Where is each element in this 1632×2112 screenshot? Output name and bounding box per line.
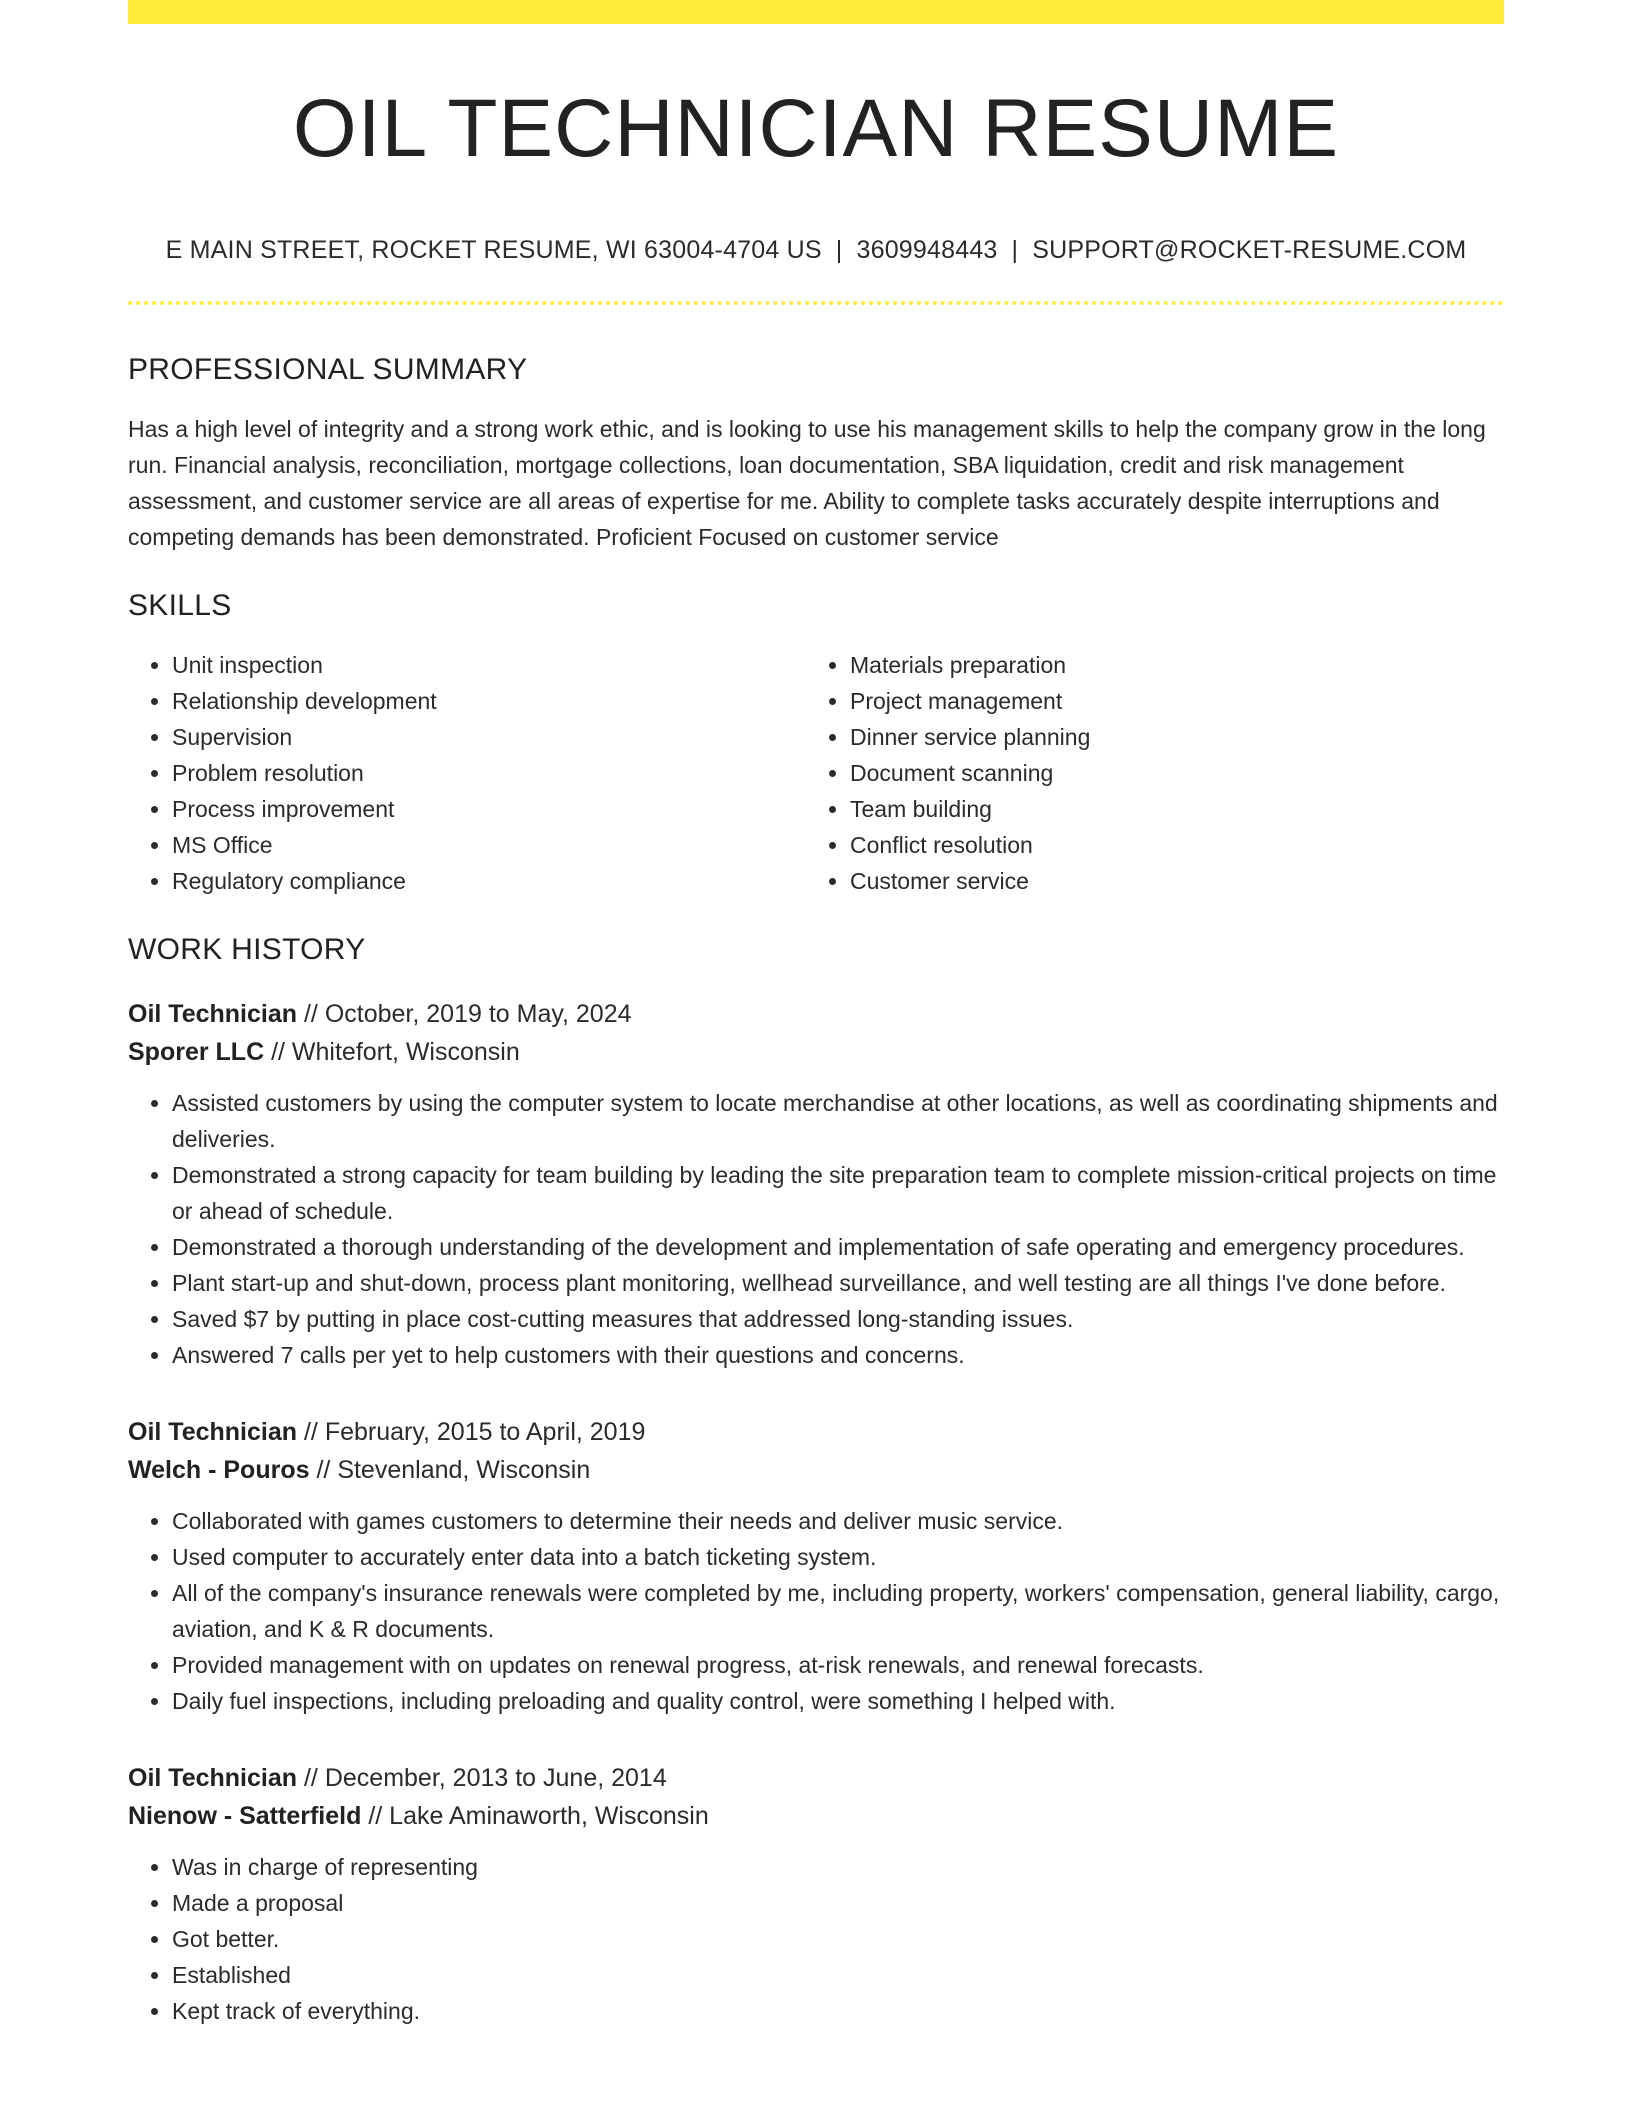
job-delimiter: //: [361, 1802, 390, 1831]
skill-item: • Conflict resolution: [850, 827, 1484, 863]
job-role: Oil Technician: [128, 1418, 298, 1447]
contact-separator: |: [1011, 236, 1019, 265]
work-history-heading: WORK HISTORY: [128, 933, 366, 967]
job-company: Sporer LLC: [128, 1038, 265, 1067]
job-title-line: [128, 1413, 1504, 1451]
contact-separator: |: [835, 236, 843, 265]
skills-heading: SKILLS: [128, 589, 232, 623]
job-bullet: • Saved $7 by putting in place cost-cutting measures that addressed long-standing issues.: [172, 1301, 1504, 1337]
job-location: Whitefort, Wisconsin: [291, 1038, 520, 1067]
skill-item: • Supervision: [172, 719, 806, 755]
job-bullet: • Established: [172, 1957, 1504, 1993]
job-location: Stevenland, Wisconsin: [337, 1456, 591, 1485]
skill-item: • Project management: [850, 683, 1484, 719]
job-bullet: • Demonstrated a strong capacity for team building by leading the site preparation team to complete mission-critical projects on time or ahead of schedule.: [172, 1157, 1504, 1229]
job-title-line: [128, 1759, 1504, 1797]
resume-page: [128, 0, 1504, 2029]
job-entry: [128, 1413, 1504, 1719]
job-company: Welch - Pouros: [128, 1456, 310, 1485]
skill-item: • Relationship development: [172, 683, 806, 719]
job-dates: December, 2013 to June, 2014: [324, 1764, 667, 1793]
accent-top-bar: [128, 0, 1504, 24]
dotted-divider: [128, 301, 1504, 305]
job-company: Nienow - Satterfield: [128, 1802, 362, 1831]
job-bullets: [128, 1849, 1504, 2029]
skill-item: • Dinner service planning: [850, 719, 1484, 755]
summary-heading: PROFESSIONAL SUMMARY: [128, 353, 528, 387]
job-bullet: • Provided management with on updates on renewal progress, at-risk renewals, and renewal forecasts.: [172, 1647, 1504, 1683]
job-dates: February, 2015 to April, 2019: [324, 1418, 646, 1447]
job-company-line: [128, 1797, 1504, 1835]
job-bullet: • Demonstrated a thorough understanding of the development and implementation of safe operating and emergency procedures.: [172, 1229, 1504, 1265]
job-bullets: [128, 1085, 1504, 1373]
job-bullet: • All of the company's insurance renewals were completed by me, including property, workers' compensation, general liability, cargo, aviation, and K & R documents.: [172, 1575, 1504, 1647]
job-location: Lake Aminaworth, Wisconsin: [389, 1802, 709, 1831]
summary-text: Has a high level of integrity and a strong work ethic, and is looking to use his management skills to help the company grow in the long run. Financial analysis, reconciliation, mortgage collections, loan documentation, SBA liquidation, credit and risk management assessment, and customer service are all areas of expertise for me. Ability to complete tasks accurately despite interruptions and competing demands has been demonstrated. Proficient Focused on customer service: [128, 416, 1486, 551]
job-delimiter: //: [297, 1418, 325, 1447]
contact-line: [128, 236, 1504, 265]
skill-item: • Regulatory compliance: [172, 863, 806, 899]
skill-item: • Customer service: [850, 863, 1484, 899]
job-company-line: [128, 1451, 1504, 1489]
job-title-line: [128, 995, 1504, 1033]
skills-list-right: [806, 647, 1484, 899]
skill-item: • Document scanning: [850, 755, 1484, 791]
job-bullets: [128, 1503, 1504, 1719]
job-company-line: [128, 1033, 1504, 1071]
job-bullet: • Used computer to accurately enter data into a batch ticketing system.: [172, 1539, 1504, 1575]
skills-list-left: [128, 647, 806, 899]
job-role: Oil Technician: [128, 1000, 298, 1029]
job-delimiter: //: [297, 1000, 325, 1029]
skill-item: • Problem resolution: [172, 755, 806, 791]
job-dates: October, 2019 to May, 2024: [324, 1000, 632, 1029]
job-bullet: • Kept track of everything.: [172, 1993, 1504, 2029]
job-entry: [128, 1759, 1504, 2029]
resume-title: OIL TECHNICIAN RESUME: [292, 83, 1340, 174]
job-bullet: • Collaborated with games customers to determine their needs and deliver music service.: [172, 1503, 1504, 1539]
job-entry: [128, 995, 1504, 1373]
job-delimiter: //: [264, 1038, 292, 1067]
skill-item: • Team building: [850, 791, 1484, 827]
skills-columns: [128, 647, 1504, 899]
job-bullet: • Made a proposal: [172, 1885, 1504, 1921]
contact-address: E MAIN STREET, ROCKET RESUME, WI 63004-4704 US: [165, 236, 822, 265]
job-delimiter: //: [309, 1456, 338, 1485]
skill-item: • Process improvement: [172, 791, 806, 827]
job-bullet: • Daily fuel inspections, including preloading and quality control, were something I helped with.: [172, 1683, 1504, 1719]
job-bullet: • Plant start-up and shut-down, process plant monitoring, wellhead surveillance, and well testing are all things I've done before.: [172, 1265, 1504, 1301]
job-bullet: • Assisted customers by using the computer system to locate merchandise at other locations, as well as coordinating shipments and deliveries.: [172, 1085, 1504, 1157]
skill-item: • Unit inspection: [172, 647, 806, 683]
job-bullet: • Got better.: [172, 1921, 1504, 1957]
job-bullet: • Was in charge of representing: [172, 1849, 1504, 1885]
contact-email[interactable]: SUPPORT@ROCKET-RESUME.COM: [1032, 236, 1467, 265]
job-bullet: • Answered 7 calls per yet to help customers with their questions and concerns.: [172, 1337, 1504, 1373]
job-role: Oil Technician: [128, 1764, 298, 1793]
job-delimiter: //: [297, 1764, 325, 1793]
contact-phone[interactable]: 3609948443: [856, 236, 998, 265]
skill-item: • Materials preparation: [850, 647, 1484, 683]
work-history-list: [128, 995, 1504, 2029]
skill-item: • MS Office: [172, 827, 806, 863]
